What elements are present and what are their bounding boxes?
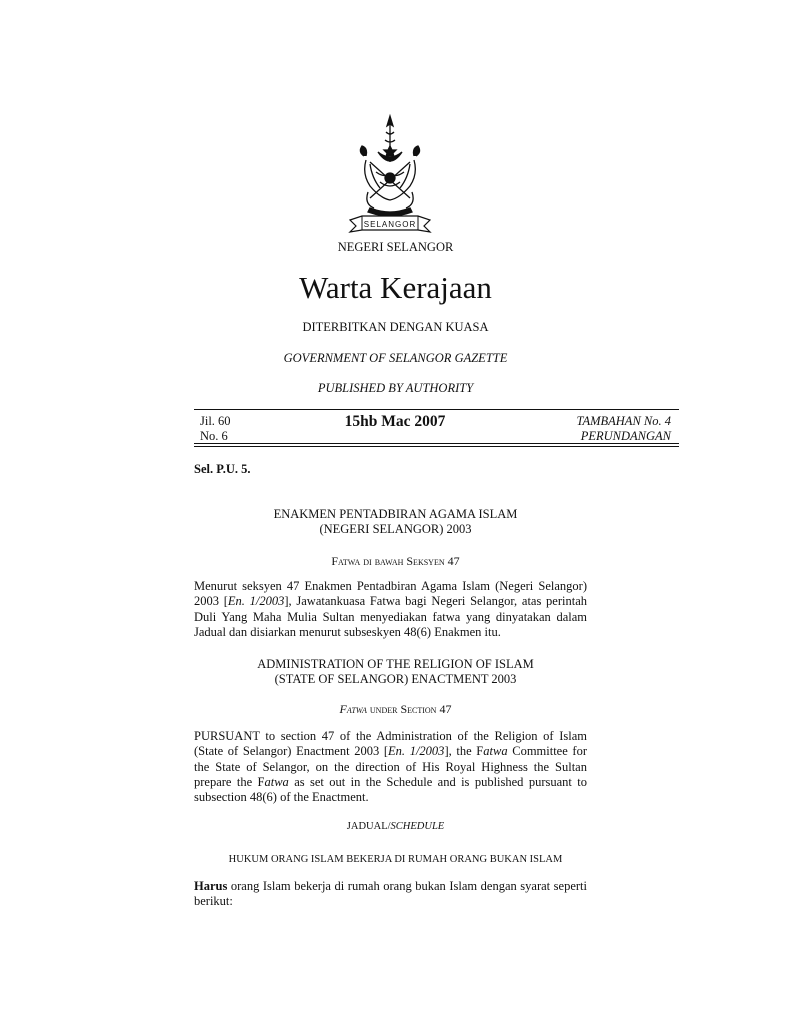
english-para-fatwa-2: atwa xyxy=(264,774,289,789)
english-para-text-4: as set out in the Schedule and is published pursuant to subsection 48(6) of the Enactment. xyxy=(194,774,587,805)
english-para-text-2: ], the F xyxy=(444,744,484,759)
english-act-title xyxy=(0,657,791,687)
gazette-title: Warta Kerajaan xyxy=(299,270,492,305)
english-para-fatwa-1: atwa xyxy=(483,744,508,759)
reference-number: Sel. P.U. 5. xyxy=(194,462,251,476)
english-act-line1: ADMINISTRATION OF THE RELIGION OF ISLAM xyxy=(257,657,534,671)
malay-section-heading: Fatwa di bawah Seksyen 47 xyxy=(331,554,460,568)
issue-number: No. 6 xyxy=(200,429,228,443)
schedule-paragraph xyxy=(194,879,587,910)
published-ms: DITERBITKAN DENGAN KUASA xyxy=(302,320,489,334)
malay-paragraph xyxy=(194,579,587,640)
malay-act-title xyxy=(0,507,791,537)
english-para-ref: En. 1/2003 xyxy=(388,744,445,759)
english-section-rest: under Section 47 xyxy=(366,702,452,716)
english-act-line2: (STATE OF SELANGOR) ENACTMENT 2003 xyxy=(274,672,517,686)
malay-act-line1: ENAKMEN PENTADBIRAN AGAMA ISLAM xyxy=(273,507,518,521)
schedule-para-bold: Harus xyxy=(194,879,228,893)
schedule-label-en: SCHEDULE xyxy=(390,821,445,832)
schedule-para-rest: orang Islam bekerja di rumah orang bukan Islam dengan syarat seperti berikut: xyxy=(194,879,587,909)
bottom-rule-1 xyxy=(194,443,679,444)
issue-category: PERUNDANGAN xyxy=(580,429,671,443)
issue-volume: Jil. 60 xyxy=(200,414,231,428)
published-en: PUBLISHED BY AUTHORITY xyxy=(317,381,474,395)
gazette-en: GOVERNMENT OF SELANGOR GAZETTE xyxy=(283,351,508,365)
issue-date: 15hb Mac 2007 xyxy=(344,413,446,430)
issue-supplement: TAMBAHAN No. 4 xyxy=(576,414,671,428)
malay-para-text: Menurut seksyen 47 Enakmen Pentadbiran Agama Islam (Negeri Selangor) 2003 [ xyxy=(194,579,587,609)
malay-act-line2: (NEGERI SELANGOR) 2003 xyxy=(319,522,472,536)
english-paragraph xyxy=(194,729,587,805)
state-name: NEGERI SELANGOR xyxy=(337,240,454,254)
issue-supplement-block xyxy=(576,414,671,444)
english-para-text-3: Committee for the State of Selangor, on the direction of His Royal Highness the Sultan prepare the F xyxy=(194,744,588,789)
english-para-text-1: PURSUANT to section 47 of the Administration of the Religion of Islam (State of Selangor) Enactment 2003 [ xyxy=(194,729,587,759)
malay-para-text-2: ], Jawatankuasa Fatwa bagi Negeri Selangor, atas perintah Duli Yang Maha Mulia Sultan menyediakan fatwa yang dinyatakan dalam Jadual dan disiarkan menurut subseskyen 48(6) Enakmen itu. xyxy=(194,594,588,639)
selangor-crest-emblem xyxy=(340,112,440,244)
bottom-rule-2 xyxy=(194,446,679,447)
issue-volume-block xyxy=(200,414,231,444)
schedule-label xyxy=(0,821,791,832)
schedule-heading: HUKUM ORANG ISLAM BEKERJA DI RUMAH ORANG BUKAN ISLAM xyxy=(228,854,563,865)
schedule-label-ms: JADUAL/ xyxy=(346,821,391,832)
english-section-fatwa: Fatwa xyxy=(339,702,367,716)
english-section-heading xyxy=(0,702,791,717)
crest-ribbon-text: SELANGOR xyxy=(363,220,417,229)
top-rule xyxy=(194,409,679,410)
malay-para-ref: En. 1/2003 xyxy=(227,594,285,609)
